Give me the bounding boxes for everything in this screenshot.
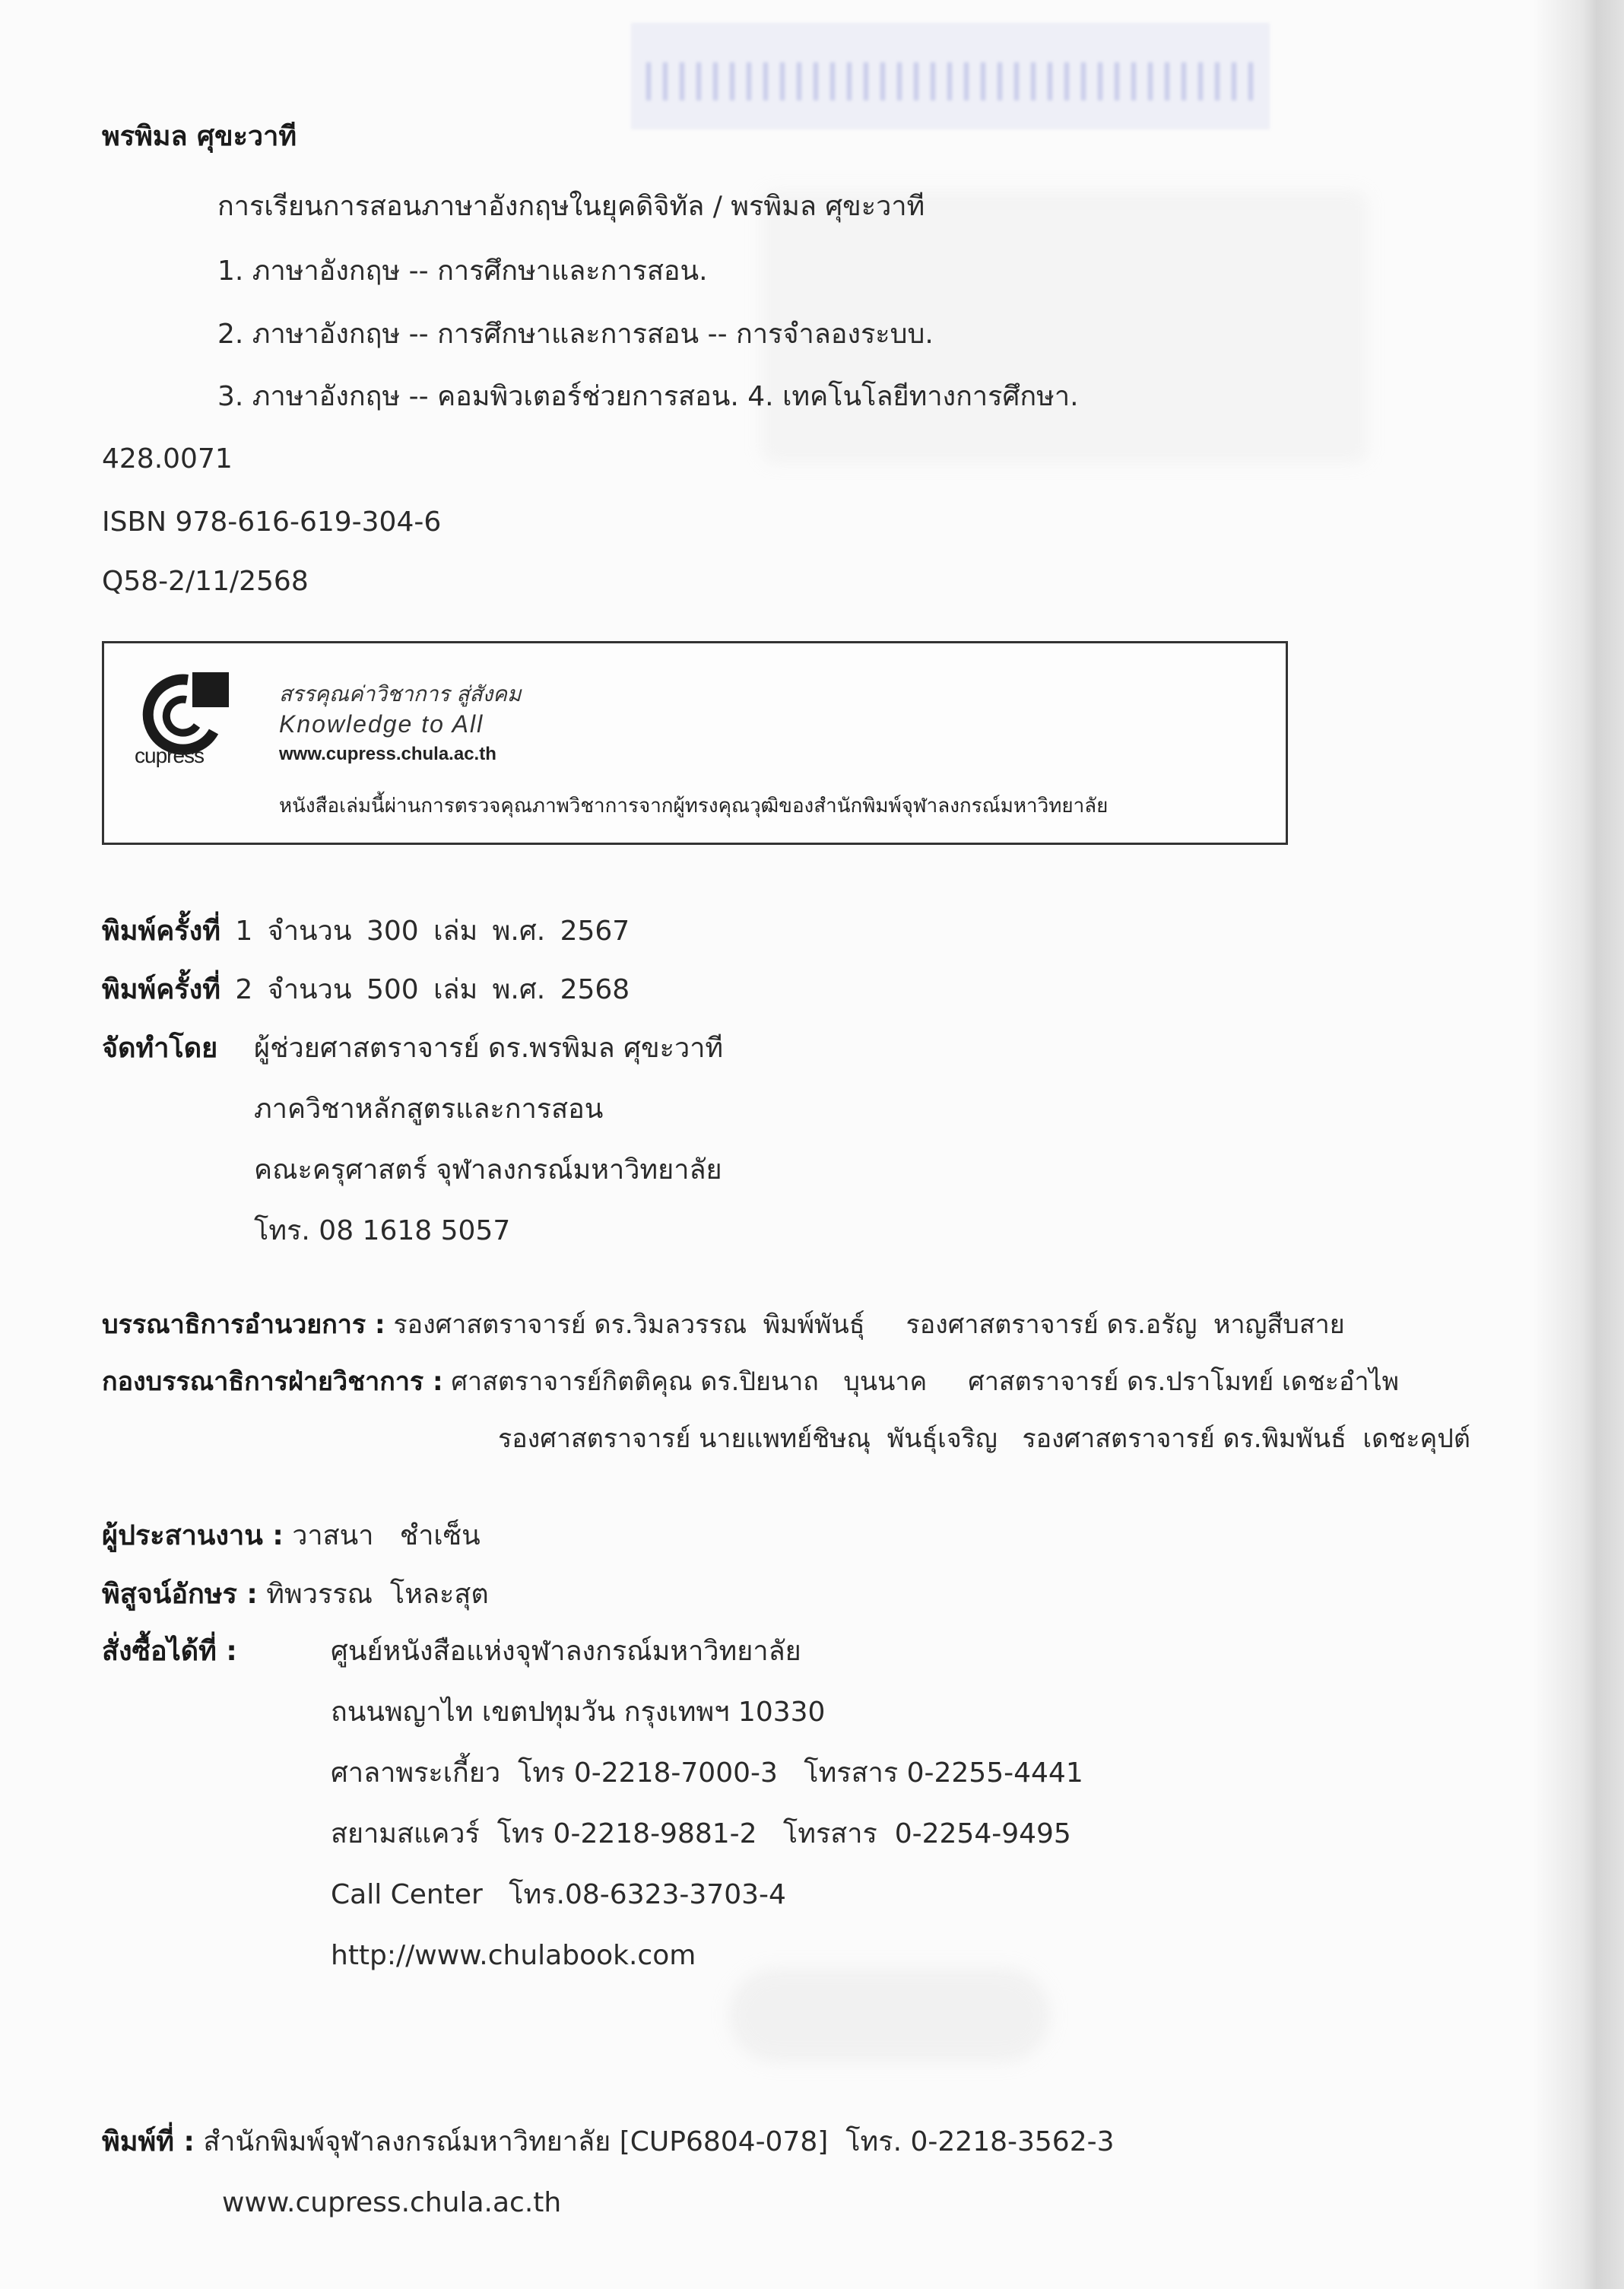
proofreader	[102, 1578, 489, 1611]
order-line-1: ศูนย์หนังสือแห่งจุฬาลงกรณ์มหาวิทยาลัย	[331, 1636, 801, 1667]
catalog-record-code: Q58-2/11/2568	[102, 566, 309, 597]
quality-review-note: หนังสือเล่มนี้ผ่านการตรวจคุณภาพวิชาการจากผู้ทรงคุณวุฒิของสำนักพิมพ์จุฬาลงกรณ์มหาวิทยาลัย	[279, 795, 1109, 818]
order-line-5: Call Center โทร.08-6323-3703-4	[331, 1879, 786, 1910]
publisher-box	[102, 641, 1288, 845]
printing-label: พิมพ์ครั้งที่	[102, 974, 220, 1005]
editorial-director-label: บรรณาธิการอำนวยการ :	[102, 1310, 385, 1340]
cupress-logo-word: cupress	[135, 744, 205, 767]
catalog-subject-2: 2. ภาษาอังกฤษ -- การศึกษาและการสอน -- การจำลองระบบ.	[217, 319, 934, 350]
produced-by-line-1: ผู้ช่วยศาสตราจารย์ ดร.พรพิมล ศุขะวาที	[254, 1033, 724, 1064]
catalog-title-statement: การเรียนการสอนภาษาอังกฤษในยุคดิจิทัล / พรพิมล ศุขะวาที	[217, 191, 925, 222]
produced-by-label: จัดทำโดย	[102, 1033, 218, 1064]
coordinator-name: วาสนา ชำเซ็น	[292, 1520, 481, 1551]
printing-label: พิมพ์ครั้งที่	[102, 916, 220, 947]
printing-edition: 2	[235, 974, 253, 1005]
printer-text: สำนักพิมพ์จุฬาลงกรณ์มหาวิทยาลัย [CUP6804-078] โทร. 0-2218-3562-3	[203, 2126, 1115, 2157]
produced-by-line-2: ภาควิชาหลักสูตรและการสอน	[254, 1094, 604, 1125]
coordinator	[102, 1519, 481, 1553]
produced-by-line-3: คณะครุศาสตร์ จุฬาลงกรณ์มหาวิทยาลัย	[254, 1154, 722, 1186]
printing-qty-label: จำนวน	[267, 974, 352, 1005]
coordinator-label: ผู้ประสานงาน :	[102, 1520, 284, 1551]
proofreader-label: พิสูจน์อักษร :	[102, 1579, 258, 1610]
printing-qty: 500	[366, 974, 419, 1005]
bleed-through-logo	[730, 1970, 1049, 2061]
printing-edition: 1	[235, 916, 253, 947]
editorial-board	[102, 1365, 1399, 1398]
catalog-subject-1: 1. ภาษาอังกฤษ -- การศึกษาและการสอน.	[217, 256, 708, 287]
slogan-english: Knowledge to All	[279, 710, 484, 738]
page-binding-shadow	[1533, 0, 1624, 2289]
editorial-director-names: รองศาสตราจารย์ ดร.วิมลวรรณ พิมพ์พันธุ์ รองศาสตราจารย์ ดร.อรัญ หาญสืบสาย	[393, 1310, 1345, 1340]
catalog-isbn: ISBN 978-616-619-304-6	[102, 506, 442, 538]
printing-unit: เล่ม	[433, 974, 478, 1005]
catalog-subject-3: 3. ภาษาอังกฤษ -- คอมพิวเตอร์ช่วยการสอน. 4. เทคโนโลยีทางการศึกษา.	[217, 381, 1079, 412]
order-line-4: สยามสแควร์ โทร 0-2218-9881-2 โทรสาร 0-2254-9495	[331, 1818, 1071, 1849]
printing-qty-label: จำนวน	[267, 916, 352, 947]
catalog-classification: 428.0071	[102, 443, 233, 475]
printing-year: 2568	[560, 974, 630, 1005]
printer-label: พิมพ์ที่ :	[102, 2126, 195, 2157]
printing-unit: เล่ม	[433, 916, 478, 947]
proofreader-name: ทิพวรรณ โหละสุต	[266, 1579, 489, 1610]
order-line-3: ศาลาพระเกี้ยว โทร 0-2218-7000-3 โทรสาร 0-2255-4441	[331, 1757, 1083, 1789]
editorial-board-label: กองบรรณาธิการฝ่ายวิชาการ :	[102, 1367, 443, 1397]
produced-by-line-4: โทร. 08 1618 5057	[254, 1215, 511, 1246]
bleed-through-stamp	[631, 23, 1270, 129]
editorial-board-names-2: รองศาสตราจารย์ นายแพทย์ชิษณุ พันธุ์เจริญ รองศาสตราจารย์ ดร.พิมพันธ์ เดชะคุปต์	[498, 1424, 1470, 1454]
printing-1	[102, 915, 630, 948]
chulabook-link[interactable]: http://www.chulabook.com	[331, 1940, 696, 1971]
catalog-author-heading: พรพิมล ศุขะวาที	[102, 121, 297, 152]
slogan-thai: สรรคุณค่าวิชาการ สู่สังคม	[279, 681, 522, 706]
printing-era: พ.ศ.	[492, 916, 546, 947]
printing-qty: 300	[366, 916, 419, 947]
publisher-url[interactable]: www.cupress.chula.ac.th	[279, 744, 496, 764]
editorial-board-names-1: ศาสตราจารย์กิตติคุณ ดร.ปิยนาถ บุนนาค ศาสตราจารย์ ดร.ปราโมทย์ เดชะอำไพ	[451, 1367, 1400, 1397]
printer	[102, 2126, 1115, 2159]
order-label: สั่งซื้อได้ที่ :	[102, 1636, 237, 1667]
editorial-directors	[102, 1308, 1345, 1341]
printing-era: พ.ศ.	[492, 974, 546, 1005]
order-line-2: ถนนพญาไท เขตปทุมวัน กรุงเทพฯ 10330	[331, 1697, 826, 1728]
printing-2	[102, 973, 630, 1007]
printer-url[interactable]: www.cupress.chula.ac.th	[222, 2187, 562, 2218]
printing-year: 2567	[560, 916, 630, 947]
